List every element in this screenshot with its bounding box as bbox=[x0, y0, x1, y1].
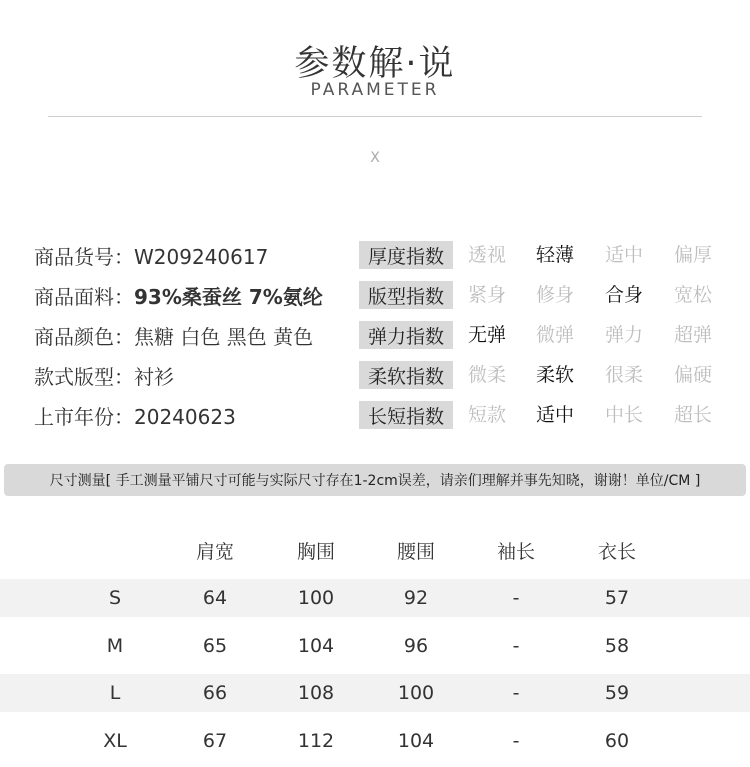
index-row bbox=[359, 360, 739, 390]
info-row-item-number bbox=[34, 241, 268, 270]
index-row bbox=[359, 280, 739, 310]
column-header-waist: 腰围 bbox=[396, 541, 435, 563]
table-cell: 60 bbox=[604, 730, 630, 752]
info-row-year bbox=[34, 401, 236, 430]
index-row bbox=[359, 400, 739, 430]
table-cell: 96 bbox=[403, 635, 429, 657]
index-label: 长短指数 bbox=[359, 401, 453, 429]
table-cell: - bbox=[512, 682, 520, 704]
index-option: 偏硬 bbox=[673, 364, 712, 386]
info-value: 20240623 bbox=[134, 405, 236, 429]
index-option: 短款 bbox=[467, 404, 506, 426]
table-row bbox=[0, 579, 750, 617]
index-row bbox=[359, 320, 739, 350]
table-cell: - bbox=[512, 730, 520, 752]
index-option: 修身 bbox=[535, 284, 574, 306]
info-label: 商品货号： bbox=[34, 245, 134, 269]
index-option-selected: 适中 bbox=[535, 404, 574, 426]
table-cell: 66 bbox=[202, 682, 228, 704]
info-value: 93%桑蚕丝 7%氨纶 bbox=[134, 285, 323, 309]
table-cell: 92 bbox=[403, 587, 429, 609]
info-value: 衬衫 bbox=[134, 365, 174, 389]
info-label: 商品颜色： bbox=[34, 325, 134, 349]
index-option: 超长 bbox=[673, 404, 712, 426]
size-label: XL bbox=[103, 730, 127, 752]
x-mark: X bbox=[370, 150, 380, 166]
info-row-fabric bbox=[34, 281, 323, 310]
index-label: 柔软指数 bbox=[359, 361, 453, 389]
table-cell: - bbox=[512, 635, 520, 657]
size-label: S bbox=[108, 587, 122, 609]
info-value: 焦糖 白色 黑色 黄色 bbox=[134, 325, 314, 349]
column-header-shoulder: 肩宽 bbox=[195, 541, 234, 563]
index-row bbox=[359, 240, 739, 270]
index-label: 弹力指数 bbox=[359, 321, 453, 349]
table-cell: 59 bbox=[604, 682, 630, 704]
index-option: 中长 bbox=[604, 404, 643, 426]
info-row-colors bbox=[34, 321, 313, 350]
info-label: 上市年份： bbox=[34, 405, 134, 429]
info-label: 款式版型： bbox=[34, 365, 134, 389]
index-option: 宽松 bbox=[673, 284, 712, 306]
divider bbox=[48, 116, 702, 117]
table-cell: - bbox=[512, 587, 520, 609]
table-row bbox=[0, 722, 750, 760]
size-label: L bbox=[109, 682, 121, 704]
measurement-banner: 尺寸测量[ 手工测量平铺尺寸可能与实际尺寸存在1-2cm误差，请亲们理解并事先知晓，谢谢！单位/CM ] bbox=[4, 464, 746, 496]
info-label: 商品面料： bbox=[34, 285, 134, 309]
table-cell: 112 bbox=[297, 730, 335, 752]
index-option-selected: 轻薄 bbox=[535, 244, 574, 266]
index-option: 很柔 bbox=[604, 364, 643, 386]
table-row bbox=[0, 627, 750, 665]
info-row-style bbox=[34, 361, 174, 390]
index-label: 版型指数 bbox=[359, 281, 453, 309]
index-option: 透视 bbox=[467, 244, 506, 266]
column-header-sleeve: 袖长 bbox=[496, 541, 535, 563]
table-cell: 64 bbox=[202, 587, 228, 609]
index-option-selected: 合身 bbox=[604, 284, 643, 306]
table-cell: 100 bbox=[297, 587, 335, 609]
column-header-chest: 胸围 bbox=[296, 541, 335, 563]
table-cell: 65 bbox=[202, 635, 228, 657]
info-value: W209240617 bbox=[134, 245, 269, 269]
index-option: 偏厚 bbox=[673, 244, 712, 266]
index-option: 紧身 bbox=[467, 284, 506, 306]
index-option: 微柔 bbox=[467, 364, 506, 386]
page-title: 参数解·说 bbox=[294, 44, 456, 84]
table-cell: 58 bbox=[604, 635, 630, 657]
table-cell: 108 bbox=[297, 682, 335, 704]
index-option: 适中 bbox=[604, 244, 643, 266]
index-option: 微弹 bbox=[535, 324, 574, 346]
index-option-selected: 无弹 bbox=[467, 324, 506, 346]
index-option: 弹力 bbox=[604, 324, 643, 346]
table-cell: 104 bbox=[297, 635, 335, 657]
table-cell: 57 bbox=[604, 587, 630, 609]
index-option-selected: 柔软 bbox=[535, 364, 574, 386]
index-option: 超弹 bbox=[673, 324, 712, 346]
size-label: M bbox=[106, 635, 124, 657]
index-label: 厚度指数 bbox=[359, 241, 453, 269]
table-cell: 104 bbox=[397, 730, 435, 752]
table-cell: 100 bbox=[397, 682, 435, 704]
table-row bbox=[0, 674, 750, 712]
page-subtitle: PARAMETER bbox=[310, 80, 440, 100]
table-cell: 67 bbox=[202, 730, 228, 752]
size-table-header bbox=[0, 537, 750, 567]
column-header-length: 衣长 bbox=[597, 541, 636, 563]
